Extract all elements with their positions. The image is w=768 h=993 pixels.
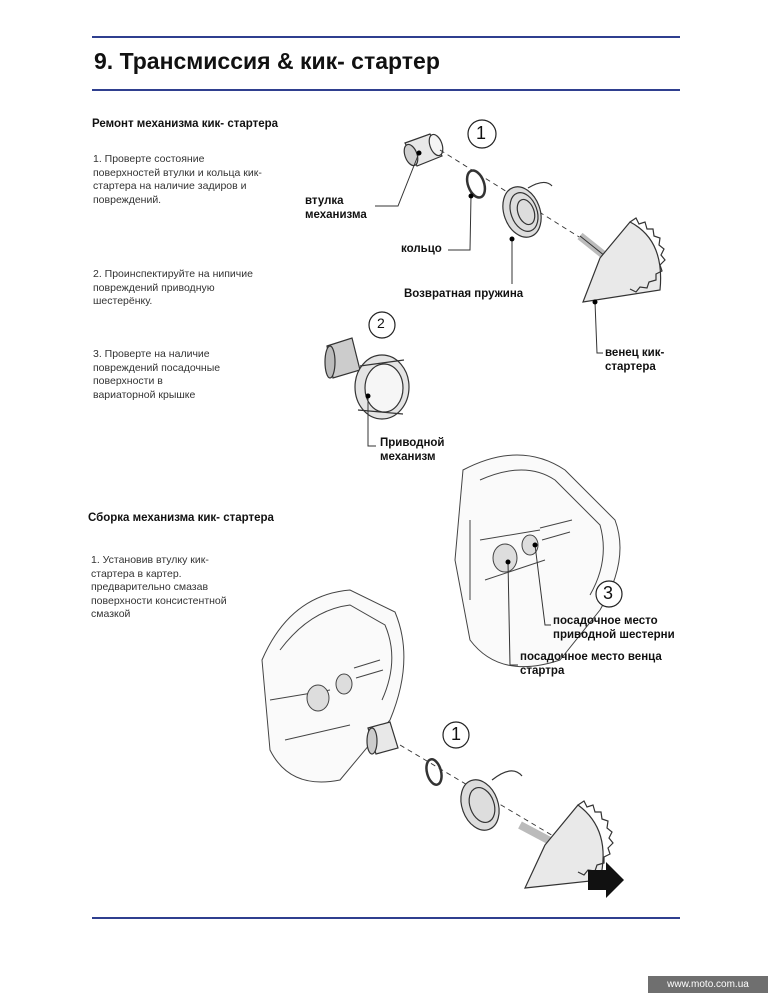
assembly-heading: Сборка механизма кик- стартера xyxy=(88,512,274,524)
label-bushing: втулка механизма xyxy=(305,195,367,221)
repair-step-2: 2. Проинспектируйте на нипичие повреждений приводную шестерёнку. xyxy=(93,268,253,307)
callout-3: 3 xyxy=(603,583,614,603)
label-seat-sector: посадочное место венца стартра xyxy=(520,651,662,677)
repair-heading: Ремонт механизма кик- стартера xyxy=(92,118,279,130)
bushing-part xyxy=(402,133,446,168)
label-spring: Возвратная пружина xyxy=(404,288,524,300)
label-gear-sector: венец кик- стартера xyxy=(605,347,665,373)
ring-part-bottom xyxy=(424,758,444,787)
callout-2: 2 xyxy=(377,315,385,331)
gear-sector-part xyxy=(580,218,665,302)
repair-step-3: 3. Проверте на наличие повреждений посадочные поверхности в вариаторной крышке xyxy=(93,348,221,401)
page-title: 9. Трансмиссия & кик- стартер xyxy=(94,48,440,74)
spring-part-bottom xyxy=(454,771,522,836)
crankcase-cover-bottom xyxy=(262,590,404,782)
repair-step-1: 1. Проверте состояние поверхностей втулки и кольца кик- стартера на наличие задиров и повреждений. xyxy=(93,153,262,206)
assembly-step-1: 1. Установив втулку кик- стартера в картер. предварительно смазав поверхности консистентной смазкой xyxy=(91,554,227,620)
footer-url: www.moto.com.ua xyxy=(648,976,768,993)
bushing-part-bottom xyxy=(367,722,398,754)
callout-1-bottom: 1 xyxy=(451,724,462,744)
label-seat-drive-gear: посадочное место приводной шестерни xyxy=(553,615,675,641)
ring-part xyxy=(464,168,489,200)
label-ring: кольцо xyxy=(401,243,442,255)
drive-mechanism-part xyxy=(325,338,409,419)
label-drive: Приводной механизм xyxy=(380,437,445,463)
callout-1: 1 xyxy=(476,123,487,143)
